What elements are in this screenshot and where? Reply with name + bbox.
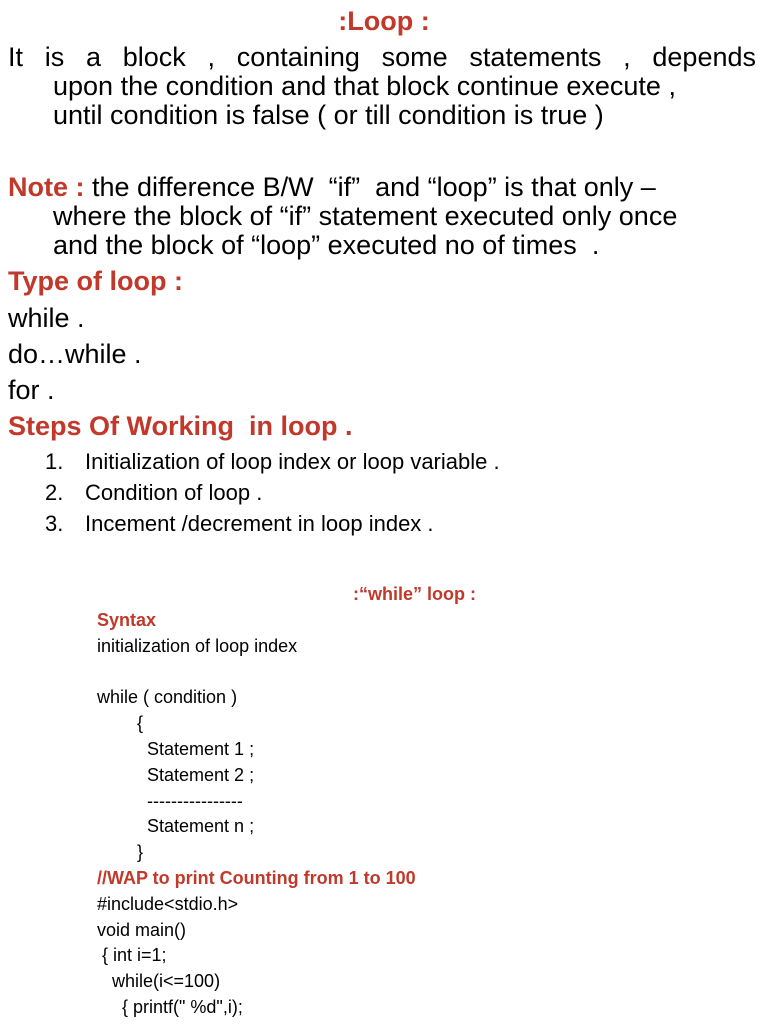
note-line-3: and the block of “loop” executed no of times . <box>53 230 600 260</box>
page-title: :Loop : <box>338 6 430 36</box>
steps-heading: Steps Of Working in loop . <box>8 411 353 441</box>
list-item <box>45 508 500 539</box>
code-line: { printf(" %d",i); <box>97 996 243 1017</box>
while-loop-title: :“while” loop : <box>353 584 476 604</box>
code-line: #include<stdio.h> <box>97 893 239 914</box>
step-text: Incement /decrement in loop index . <box>85 511 434 536</box>
list-item <box>45 446 500 477</box>
step-text: Condition of loop . <box>85 480 263 505</box>
loop-types-heading: Type of loop : <box>8 266 183 296</box>
code-line: } <box>97 842 144 863</box>
code-line: initialization of loop index <box>97 635 298 656</box>
code-block <box>97 608 416 1021</box>
note-line-2: where the block of “if” statement executed only once <box>53 201 678 231</box>
loop-type-do-while: do…while . <box>8 339 142 369</box>
program-comment: //WAP to print Counting from 1 to 100 <box>97 867 416 888</box>
loop-type-for: for . <box>8 375 55 405</box>
code-line: while(i<=100) <box>97 971 221 992</box>
definition-line-1: It is a block , containing some statements , depends <box>8 42 756 72</box>
definition-line-3: until condition is false ( or till condition is true ) <box>53 100 604 130</box>
code-line: Statement n ; <box>97 816 255 837</box>
steps-list <box>45 446 500 539</box>
loop-definition <box>8 43 756 130</box>
code-line: Statement 2 ; <box>97 764 255 785</box>
note-label: Note : <box>8 172 85 202</box>
code-line: Statement 1 ; <box>97 738 255 759</box>
code-line: while ( condition ) <box>97 687 238 708</box>
code-line: { int i=1; <box>97 945 167 966</box>
step-number: 2. <box>45 480 64 505</box>
loop-type-while: while . <box>8 303 85 333</box>
list-item <box>45 477 500 508</box>
code-line <box>97 660 416 686</box>
note-block <box>8 173 756 260</box>
code-line: void main() <box>97 919 187 940</box>
step-number: 1. <box>45 449 64 474</box>
code-line: ---------------- <box>97 790 243 811</box>
note-line-1: the difference B/W “if” and “loop” is that only – <box>84 172 656 202</box>
syntax-label: Syntax <box>97 610 157 630</box>
step-number: 3. <box>45 511 64 536</box>
step-text: Initialization of loop index or loop variable . <box>85 449 500 474</box>
definition-line-2: upon the condition and that block continue execute , <box>53 71 676 101</box>
code-line: { <box>97 713 144 734</box>
